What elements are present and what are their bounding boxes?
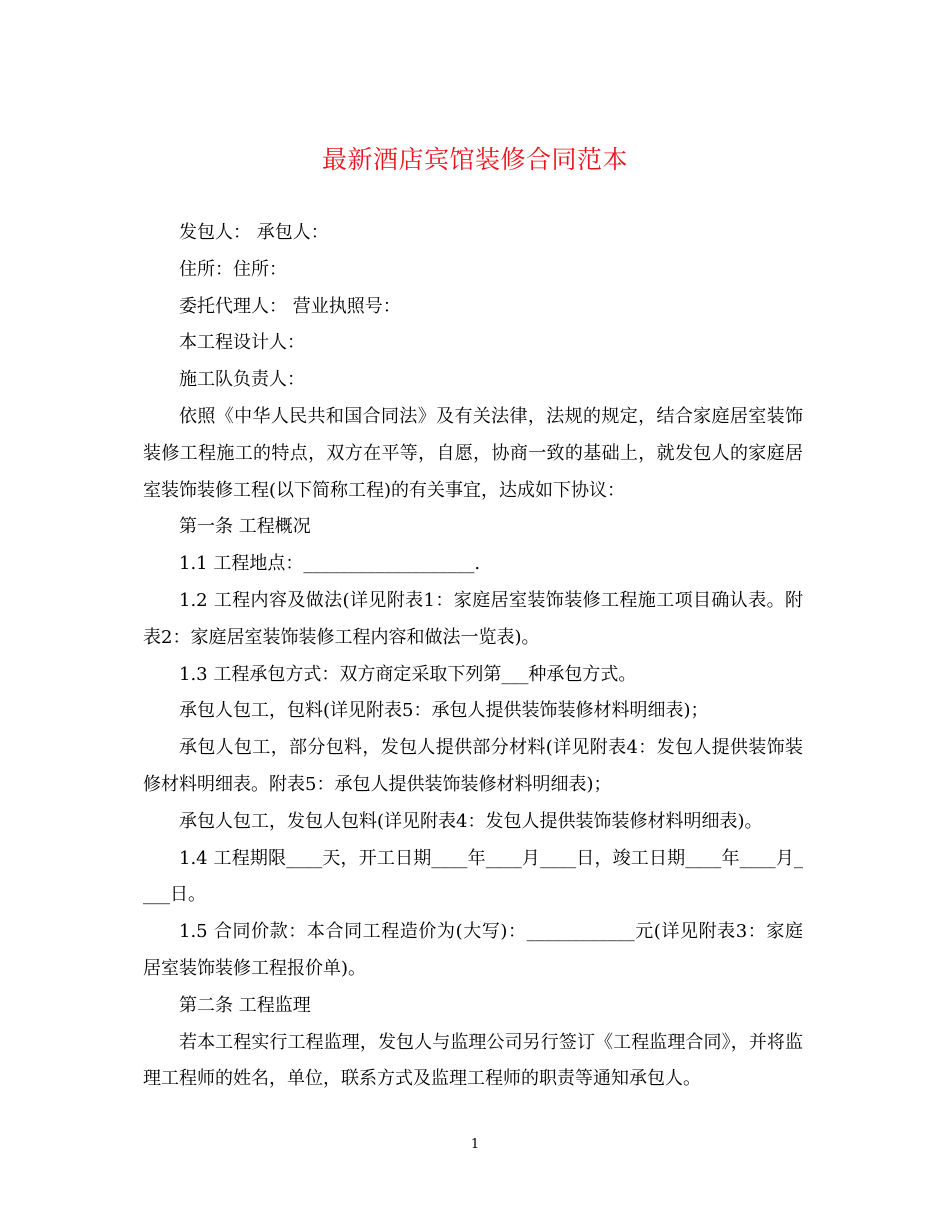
clause-1-1: 1.1 工程地点：___________________. <box>179 553 481 575</box>
designer-line: 本工程设计人： <box>179 332 305 354</box>
clause-1-3: 1.3 工程承包方式：双方商定采取下列第___种承包方式。 <box>179 663 637 685</box>
document-body <box>143 215 803 1098</box>
clause-1-5: 1.5 合同价款：本合同工程造价为(大写)：____________元(详见附表3：家庭居室装饰装修工程报价单)。 <box>143 921 803 979</box>
page-number: 1 <box>470 1137 480 1152</box>
party-names-line: 发包人： 承包人： <box>179 222 329 243</box>
article-2-heading: 第二条 工程监理 <box>179 994 311 1016</box>
supervision-paragraph: 若本工程实行工程监理，发包人与监理公司另行签订《工程监理合同》，并将监理工程师的姓名，单位，联系方式及监理工程师的职责等通知承包人。 <box>143 1031 803 1090</box>
agent-license-line: 委托代理人： 营业执照号： <box>179 295 401 317</box>
contract-option-2: 承包人包工，部分包料，发包人提供部分材料(详见附表4：发包人提供装饰装修材料明细表。附表5：承包人提供装饰装修材料明细表)； <box>143 737 803 795</box>
document-title: 最新酒店宾馆装修合同范本 <box>321 145 628 174</box>
clause-1-2: 1.2 工程内容及做法(详见附表1：家庭居室装饰装修工程施工项目确认表。附表2：家庭居室装饰装修工程内容和做法一览表)。 <box>143 589 803 648</box>
article-1-heading: 第一条 工程概况 <box>179 516 311 538</box>
contract-option-3: 承包人包工，发包人包料(详见附表4：发包人提供装饰装修材料明细表)。 <box>179 810 763 832</box>
preamble-paragraph: 依照《中华人民共和国合同法》及有关法律，法规的规定，结合家庭居室装饰装修工程施工的特点，双方在平等，自愿，协商一致的基础上，就发包人的家庭居室装饰装修工程(以下简称工程)的有关事宜，达成如下协议： <box>143 405 803 501</box>
team-leader-line: 施工队负责人： <box>179 369 305 391</box>
contract-option-1: 承包人包工，包料(详见附表5：承包人提供装饰装修材料明细表)； <box>179 700 709 722</box>
address-line: 住所：住所： <box>179 258 287 280</box>
clause-1-4: 1.4 工程期限____天，开工日期____年____月____日，竣工日期____年____月____日。 <box>143 847 803 906</box>
